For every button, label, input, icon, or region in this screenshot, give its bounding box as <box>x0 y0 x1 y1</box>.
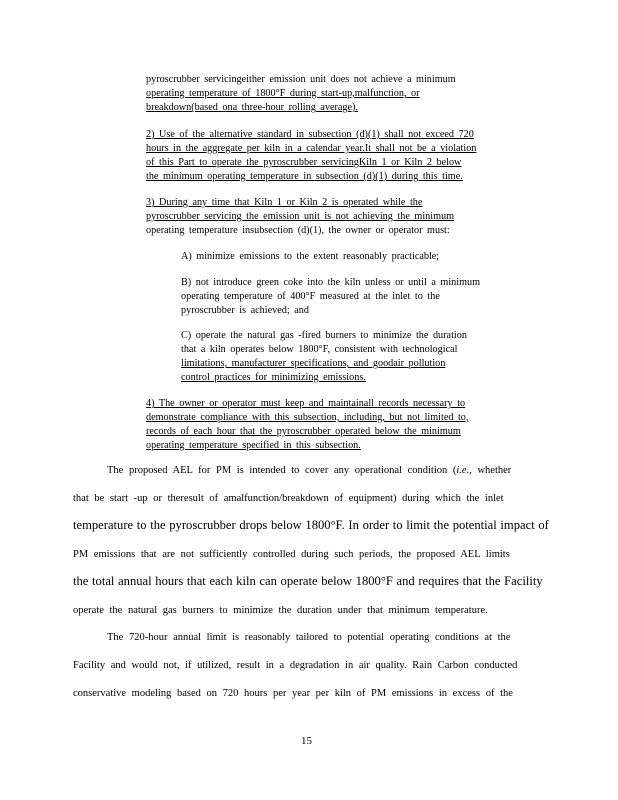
para2-line-3: conservative modeling based on 720 hours per year per kiln of PM emissions in excess of the <box>73 688 513 699</box>
block3-line-2: pyroscrubber servicing the emission unit is not achieving the minimum <box>146 211 455 222</box>
block4-line-1: 4) The owner or operator must keep and maintainall records necessary to <box>146 398 466 409</box>
block2-line-2: hours in the aggregate per kiln in a calendar year.It shall not be a violation <box>146 143 477 154</box>
block4-line-3: records of each hour that the pyroscrubber operated below the minimum <box>146 426 461 437</box>
para1-line-1 <box>107 464 511 477</box>
block2-line-4: the minimum operating temperature in subsection (d)(1) during this time. <box>146 171 463 182</box>
page-number: 15 <box>301 735 312 747</box>
para2-line-1: The 720-hour annual limit is reasonably tailored to potential operating conditions at the <box>107 632 511 643</box>
block1-line-2: operating temperature of 1800°F during start-up,malfunction, or <box>146 88 420 99</box>
block2-line-1: 2) Use of the alternative standard in subsection (d)(1) shall not exceed 720 <box>146 129 474 140</box>
item-c-line-1: C) operate the natural gas -fired burners to minimize the duration <box>181 330 467 341</box>
block4-line-4: operating temperature specified in this subsection. <box>146 440 361 451</box>
block3-line-1: 3) During any time that Kiln 1 or Kiln 2 is operated while the <box>146 197 423 208</box>
block1-line-3: breakdown(based ona three-hour rolling average). <box>146 102 358 113</box>
item-b-line-2: operating temperature of 400°F measured at the inlet to the <box>181 291 440 302</box>
item-b-line-1: B) not introduce green coke into the kiln unless or until a minimum <box>181 277 481 288</box>
para1-line-1-ie: i.e., <box>456 465 472 476</box>
para1-line-2: that be start -up or theresult of amalfunction/breakdown of equipment) during which the inlet <box>73 493 504 504</box>
para1-line-1-post: whether <box>471 465 512 476</box>
block3-line-3: operating temperature insubsection (d)(1), the owner or operator must: <box>146 225 450 236</box>
item-a: A) minimize emissions to the extent reasonably practicable; <box>181 251 440 262</box>
para2-line-2: Facility and would not, if utilized, result in a degradation in air quality. Rain Carbon conducted <box>73 660 518 671</box>
block2-line-3: of this Part to operate the pyroscrubber servicingKiln 1 or Kiln 2 below <box>146 157 462 168</box>
item-c-line-2: that a kiln operates below 1800°F, consistent with technological <box>181 344 458 355</box>
para1-line-1-pre: The proposed AEL for PM is intended to cover any operational condition ( <box>107 465 457 476</box>
item-b-line-3: pyroscrubber is achieved; and <box>181 305 309 316</box>
para1-line-4: PM emissions that are not sufficiently controlled during such periods, the proposed AEL limits <box>73 549 510 560</box>
para1-line-3: temperature to the pyroscrubber drops below 1800°F. In order to limit the potential impact of <box>73 518 549 532</box>
para1-line-5: the total annual hours that each kiln can operate below 1800°F and requires that the Facility <box>73 574 543 588</box>
item-c-line-3: limitations, manufacturer specifications, and goodair pollution <box>181 358 446 369</box>
block4-line-2: demonstrate compliance with this subsection, including, but not limited to, <box>146 412 469 423</box>
item-c-line-4: control practices for minimizing emissions. <box>181 372 366 383</box>
para1-line-6: operate the natural gas burners to minimize the duration under that minimum temperature. <box>73 605 488 616</box>
block1-line-1: pyroscrubber servicingeither emission unit does not achieve a minimum <box>146 74 456 85</box>
